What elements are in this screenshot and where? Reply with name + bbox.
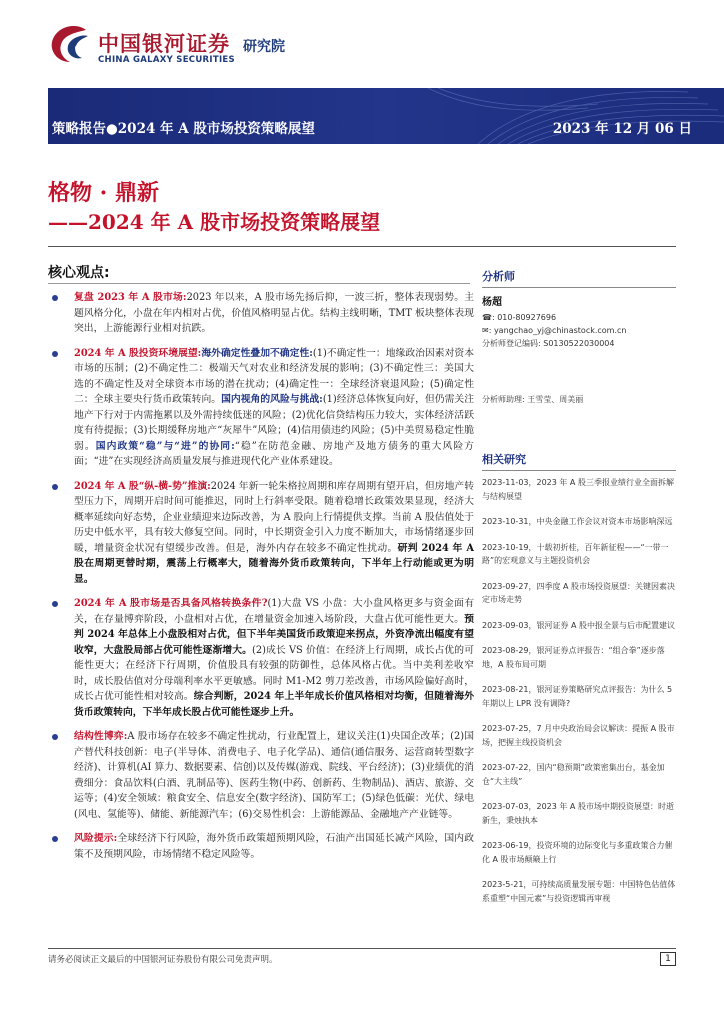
analyst-phone: ☎: 010-80927696 [482, 313, 557, 322]
related-item[interactable]: 2023-08-21，银河证券策略研究点评报告：为什么 5 年期以上 LPR 没有调降? [482, 685, 673, 708]
related-divider [482, 470, 676, 471]
related-item[interactable]: 2023-09-03，银河证券 A 股中报全景与后市配置建议 [482, 620, 676, 630]
analyst-email[interactable]: ✉: yangchao_yj@chinastock.com.cn [482, 326, 627, 335]
related-heading: 相关研究 [482, 453, 526, 466]
point-risk-warning: 风险提示:全球经济下行风险，海外货币政策超预期风险，石油产出国延长减产风险，国内政策不及预期风险，市场情绪不稳定风险等。 [48, 831, 474, 862]
bullet-dot-icon [52, 836, 58, 842]
point-review-2023: 复盘 2023 年 A 股市场:2023 年以来，A 股市场先扬后抑，一波三折，整体表现弱势。主题风格分化，小盘在年内相对占优，价值风格明显占优。结构主线明晰，TMT 板块整体表现突出，上游能源行业相对抗跌。 [48, 290, 474, 337]
related-item[interactable]: 2023-07-25，7 月中央政治局会议解读：提振 A 股市场，把握主线投资机会 [482, 724, 675, 747]
footer-disclaimer: 请务必阅读正文最后的中国银河证券股份有限公司免责声明。 [48, 955, 278, 965]
report-date: 2023 年 12 月 06 日 [552, 121, 692, 137]
point-style-rotation: 2024 年 A 股市场是否具备风格转换条件?(1)大盘 VS 小盘：大小盘风格更多与资金面有关，在存量博弈阶段，小盘相对占优，在增量资金加速入场阶段，大盘占优可能性更大。预判 2024 年总体上小盘股相对占优，但下半年美国货币政策迎来拐点，外资净流出幅度有望收窄，大盘股局部占优可能性逐渐增大。(2)成长 VS 价值：在经济上行周期，成长占优的可能性更大；在经济下行周期，价值股具有较强的防御性，总体风格占优。当中美利差收窄时，成长股估值对分母端利率水平更敏感。同时 M1-M2 剪刀差改善，市场风险偏好高时，成长占优可能性相对较高。综合判断，2024 年上半年成长价值风格相对均衡，但随着海外货币政策转向，下半年成长股占优可能性逐步上升。 [48, 596, 474, 720]
bullet-dot-icon [52, 484, 58, 490]
analyst-assistants: 分析师助理: 王雪莹、周美丽 [482, 395, 584, 404]
bullet-dot-icon [52, 351, 58, 357]
footer-divider [48, 948, 676, 949]
analyst-heading: 分析师 [482, 270, 515, 283]
related-research [482, 451, 676, 905]
core-divider [48, 283, 470, 284]
point-forecast-2024: 2024 年 A 股“纵-横-势”推演:2024 年新一轮朱格拉周期和库存周期有望开启，但房地产转型压力下，周期开启时间可能推迟，同时上行斜率受限。随着稳增长政策效果显现，经济大概率延续向好态势，企业业绩迎来边际改善，为 A 股向上行情提供支撑。当前 A 股估值处于历史中低水平，具有较大修复空间。同时，中长期资金引入力度不断加大，市场情绪逐步回暖，增量资金状况有望缓步改善。但是，海外内存在较多不确定性扰动。研判 2024 年 A 股在周期更替时期，震荡上行概率大，随着海外货币政策转向，下半年上行动能或更为明显。 [48, 479, 474, 588]
page-header [0, 0, 724, 88]
core-heading: 核心观点: [48, 265, 110, 281]
related-item[interactable]: 2023-08-29，银河证券点评报告：“组合拳”逐步落地，A 股布局可期 [482, 646, 665, 669]
report-banner [48, 88, 724, 144]
related-item[interactable]: 2023-10-19，十载初折桂，百年新征程——“一带一路”的宏观意义与主题投资机会 [482, 542, 669, 565]
report-title: 格物 · 鼎新 [48, 180, 159, 206]
bullet-dot-icon [52, 601, 58, 607]
title-divider [48, 246, 676, 247]
related-item[interactable]: 2023-06-19，投资环境的边际变化与多重政策合力催化 A 股市场颠簸上行 [482, 841, 673, 864]
analyst-name: 杨超 [482, 297, 502, 308]
related-item[interactable]: 2023-5-21，可持续高质量发展专题：中国特色估值体系重塑“中国元素”与投资逻辑再审视 [482, 880, 676, 903]
report-subtitle: ——2024 年 A 股市场投资策略展望 [48, 210, 381, 234]
brand-name-en: CHINA GALAXY SECURITIES [98, 55, 235, 65]
institute-label: 研究院 [243, 39, 285, 55]
related-item[interactable]: 2023-09-27，四季度 A 股市场投资展望：关键因素决定市场走势 [482, 581, 676, 604]
report-category: 策略报告●2024 年 A 股市场投资策略展望 [52, 121, 315, 137]
related-item[interactable]: 2023-11-03，2023 年 A 股三季报业绩行业全面拆解与结构展望 [482, 478, 674, 501]
bullet-dot-icon [52, 295, 58, 301]
analyst-cert: 分析师登记编码: S0130522030004 [482, 339, 615, 348]
analyst-divider [482, 287, 676, 288]
core-points [48, 290, 474, 871]
related-item[interactable]: 2023-10-31，中央金融工作会议对资本市场影响深远 [482, 517, 673, 526]
brand-name-cn: 中国银河证券 [98, 32, 230, 56]
galaxy-logo-icon [48, 22, 92, 66]
related-item[interactable]: 2023-07-03，2023 年 A 股市场中期投资展望：时逝新生，秉烛执本 [482, 802, 674, 825]
point-structural-game: 结构性博弈:A 股市场存在较多不确定性扰动，行业配置上，建议关注(1)央国企改革；(2)国产替代科技创新：电子(半导体、消费电子、电子化学品)、通信(通信服务、运营商转型数字经济)、计算机(AI 算力、数据要素、信创)以及传媒(游戏、院线、平台经济)；(3)业绩优的消费细分：食品饮料(白酒、乳制品等)、医药生物(中药、创新药、生物制品)、酒店、旅游、交运等；(4)安全领域：粮食安全、信息安全(数字经济)、国防军工；(5)绿色低碳：光伏、绿电(风电、氢能等)、储能、新能源汽车；(6)交易性机会：上游能源品、金融地产产业链等。 [48, 729, 474, 822]
bullet-dot-icon [52, 734, 58, 740]
point-environment-2024: 2024 年 A 股投资环境展望:海外确定性叠加不确定性:(1)不确定性一：地缘政治因素对资本市场的压制；(2)不确定性二：极端天气对农业和经济发展的影响；(3)不确定性三：美国大选的不确定性及对全球资本市场的潜在扰动；(4)确定性一：全球经济衰退风险；(5)确定性二：全球主要央行货币政策转向。国内视角的风险与挑战:(1)经济总体恢复向好，但仍需关注地产下行对于内需拖累以及外需持续低迷的风险；(2)优化信贷结构压力较大，实体经济活跃度有待提振；(3)长期缓释房地产“灰犀牛”风险；(4)信用债违约风险；(5)中美贸易稳定性脆弱。国内政策“稳”与“进”的协同:“稳”在防范金融、房地产及地方债务的重大风险方面；“进”在实现经济高质量发展与推进现代化产业体系建设。 [48, 346, 474, 470]
sidebar [482, 268, 676, 917]
related-item[interactable]: 2023-07-22，国内“稳预期”政策密集出台，基金加仓“大主线” [482, 763, 665, 786]
page-number: 1 [660, 952, 676, 966]
